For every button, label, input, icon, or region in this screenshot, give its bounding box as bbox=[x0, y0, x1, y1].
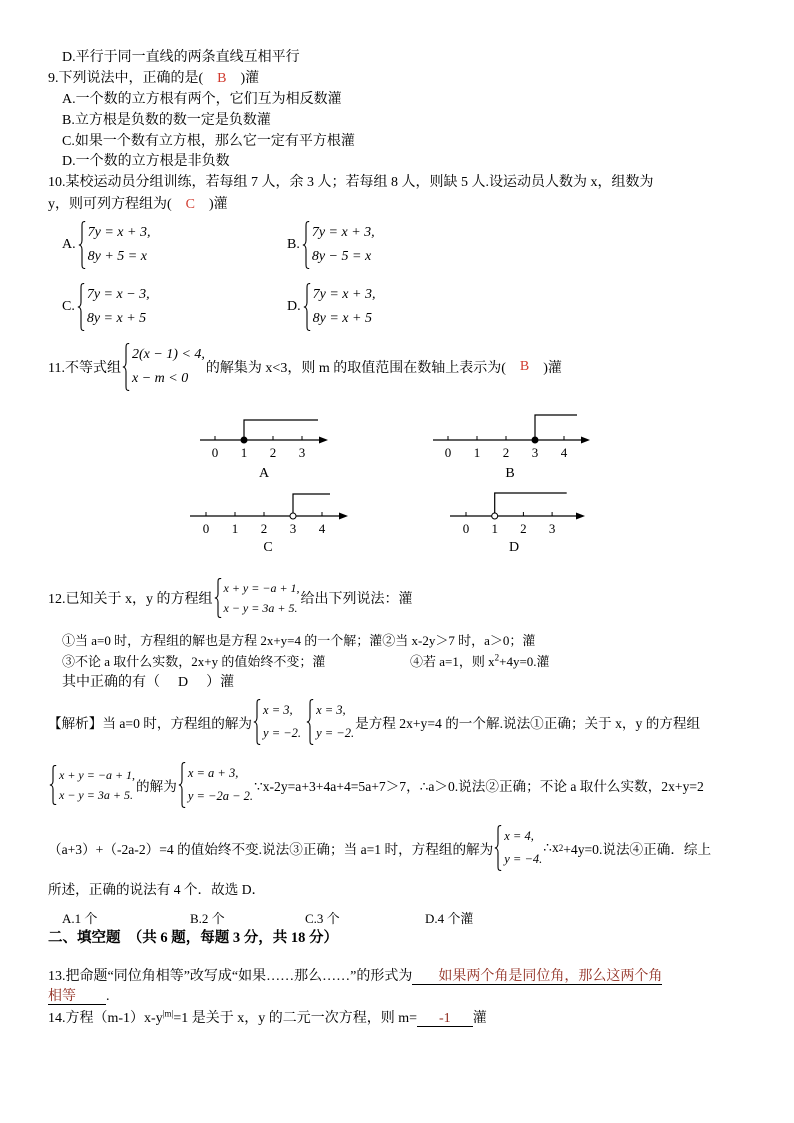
equation: 8y = x + 5 bbox=[86, 311, 147, 326]
brace-icon bbox=[49, 765, 57, 805]
endpoint-dot-open bbox=[290, 513, 296, 519]
q12-option-b: B.2 个 bbox=[190, 911, 225, 926]
q14-stem: 14.方程（m-1）x-y bbox=[48, 1011, 163, 1026]
brace-icon bbox=[77, 283, 85, 331]
endpoint-dot-open bbox=[492, 513, 498, 519]
equation: x = 4, bbox=[504, 829, 534, 843]
q14-line bbox=[48, 1009, 487, 1029]
q11-stem-suffix: 的解集为 x<3，则 m 的取值范围在数轴上表示为( bbox=[205, 361, 506, 376]
tick-label: 2 bbox=[520, 521, 527, 536]
tick-label: 0 bbox=[211, 445, 219, 460]
solution-ray bbox=[495, 493, 567, 516]
equation: 8y + 5 = x bbox=[87, 249, 147, 264]
axis-arrow bbox=[576, 513, 585, 520]
number-line-c bbox=[185, 481, 355, 536]
q11-stem-line bbox=[48, 343, 562, 391]
equation-system bbox=[303, 283, 376, 331]
axis-arrow bbox=[319, 437, 328, 444]
statement-1: ①当 a=0 时，方程组的解也是方程 2x+y=4 的一个解；灌 bbox=[62, 633, 383, 648]
solution-ray bbox=[293, 494, 330, 516]
equation: y = −2a − 2. bbox=[187, 789, 254, 803]
tick-label: 2 bbox=[269, 445, 277, 460]
brace-icon bbox=[214, 578, 222, 618]
option-label: A. bbox=[62, 237, 76, 252]
equation-system bbox=[49, 765, 135, 805]
q12-statements-1-2 bbox=[62, 631, 535, 651]
number-line-label: A bbox=[258, 466, 270, 481]
equation: x − y = 3a + 5. bbox=[59, 788, 133, 802]
axis-arrow bbox=[339, 513, 348, 520]
brace-icon bbox=[78, 221, 86, 269]
equation: y = −2. bbox=[263, 726, 302, 740]
statement-4 bbox=[410, 652, 550, 672]
q11-stem-prefix: 11.不等式组 bbox=[48, 361, 121, 376]
brace-icon bbox=[178, 762, 186, 808]
q13-answer: 如果两个角是同位角，那么这两个角 bbox=[412, 969, 662, 985]
statement-4-text: ④若 a=1，则 x bbox=[410, 654, 495, 669]
equation: 8y = x + 5 bbox=[312, 311, 372, 326]
q10-answer: C bbox=[185, 197, 196, 212]
option-label: D. bbox=[287, 299, 301, 314]
q9-answer: B bbox=[217, 71, 227, 86]
analysis-text: 是方程 2x+y=4 的一个解.说法①正确；关于 x，y 的方程组 bbox=[355, 716, 701, 731]
q9-option-c: C.如果一个数有立方根，那么它一定有平方根灌 bbox=[62, 134, 355, 149]
q12-stem-suffix: 给出下列说法：灌 bbox=[300, 592, 413, 607]
tick-label: 3 bbox=[531, 445, 539, 460]
q10-option-c bbox=[62, 283, 151, 331]
analysis-line-2 bbox=[48, 760, 704, 810]
q10-option-d bbox=[287, 283, 376, 331]
statement-4-text: +4y=0.灌 bbox=[499, 654, 550, 669]
tick-label: 1 bbox=[231, 521, 239, 536]
brace-icon bbox=[494, 825, 502, 871]
analysis-text: ∴x bbox=[543, 840, 559, 855]
q9-option-a: A.一个数的立方根有两个，它们互为相反数灌 bbox=[62, 92, 342, 107]
statement-2: ②当 x-2y＞7 时，a＞0；灌 bbox=[382, 633, 536, 648]
option-label: B. bbox=[287, 237, 300, 252]
tick-label: 3 bbox=[548, 521, 556, 536]
q14-end: 灌 bbox=[472, 1011, 487, 1026]
q10-stem-end: )灌 bbox=[209, 197, 228, 212]
solution-ray bbox=[244, 420, 318, 440]
brace-icon bbox=[306, 699, 314, 745]
axis-arrow bbox=[581, 437, 590, 444]
analysis-line-4: 所述，正确的说法有 4 个．故选 D． bbox=[48, 882, 266, 897]
tick-label: 2 bbox=[260, 521, 268, 536]
equation: 7y = x + 3, bbox=[312, 287, 376, 302]
solution-system bbox=[253, 699, 301, 745]
q12-count-end: ）灌 bbox=[206, 675, 235, 690]
section-title: 二、填空题 （共 6 题，每题 3 分，共 18 分） bbox=[48, 930, 338, 946]
q10-option-b bbox=[287, 221, 376, 269]
tick-label: 1 bbox=[240, 445, 248, 460]
brace-icon bbox=[122, 343, 130, 391]
analysis-line-1 bbox=[48, 697, 700, 747]
equation-system bbox=[214, 578, 300, 618]
equation: 7y = x − 3, bbox=[86, 287, 150, 302]
q8-option-d: D.平行于同一直线的两条直线互相平行 bbox=[62, 50, 300, 65]
brace-icon bbox=[303, 283, 311, 331]
number-line-b bbox=[428, 405, 598, 460]
q12-count-answer: D bbox=[178, 675, 189, 690]
equation: x = 3, bbox=[263, 703, 293, 717]
q13-line-2 bbox=[48, 987, 110, 1007]
q10-stem-line1: 10.某校运动员分组训练，若每组 7 人，余 3 人；若每组 8 人，则缺 5 人.设运动员人数为 x，组数为 bbox=[48, 175, 654, 190]
q13-end: . bbox=[106, 989, 110, 1004]
analysis-text: （a+3）+（-2a-2）=4 的值始终不变.说法③正确；当 a=1 时，方程组的解为 bbox=[48, 842, 494, 857]
equation: x − y = 3a + 5. bbox=[223, 601, 298, 615]
solution-ray bbox=[535, 415, 577, 440]
q13-stem: 13.把命题“同位角相等”改写成“如果……那么……”的形式为 bbox=[48, 969, 413, 984]
q11-stem-end: )灌 bbox=[543, 361, 562, 376]
number-line-d bbox=[445, 481, 595, 536]
tick-label: 0 bbox=[444, 445, 452, 460]
q12-stem-line bbox=[48, 578, 413, 618]
q9-option-b: B.立方根是负数的数一定是负数灌 bbox=[62, 113, 271, 128]
q10-option-a bbox=[62, 221, 151, 269]
q12-count-prompt: 其中正确的有（ bbox=[62, 675, 160, 690]
equation: x + y = −a + 1, bbox=[223, 581, 300, 595]
solution-system bbox=[306, 699, 354, 745]
equation-system bbox=[77, 283, 150, 331]
q11-answer: B bbox=[519, 359, 530, 374]
equation: 7y = x + 3, bbox=[87, 225, 151, 240]
solution-system bbox=[494, 825, 542, 871]
tick-label: 0 bbox=[202, 521, 210, 536]
exponent: 2 bbox=[494, 652, 500, 663]
q9-stem: 9.下列说法中，正确的是( bbox=[48, 71, 204, 86]
tick-label: 1 bbox=[491, 521, 498, 536]
tick-label: 3 bbox=[289, 521, 297, 536]
number-line-label: B bbox=[505, 466, 515, 481]
brace-icon bbox=[253, 699, 261, 745]
equation: x = a + 3, bbox=[187, 766, 239, 780]
inequality: x − m < 0 bbox=[131, 371, 189, 386]
number-line-label: D bbox=[508, 540, 520, 555]
tick-label: 2 bbox=[502, 445, 510, 460]
equation-system bbox=[78, 221, 151, 269]
inequality: 2(x − 1) < 4, bbox=[131, 347, 205, 362]
q12-count-line bbox=[62, 673, 234, 693]
q10-stem: y，则可列方程组为( bbox=[48, 197, 172, 212]
endpoint-dot-closed bbox=[241, 437, 247, 443]
equation: x = 3, bbox=[316, 703, 346, 717]
tick-label: 4 bbox=[318, 521, 326, 536]
tick-label: 4 bbox=[560, 445, 568, 460]
q9-stem-end: )灌 bbox=[240, 71, 260, 86]
analysis-text: +4y=0.说法④正确．综上 bbox=[563, 842, 712, 857]
q12-option-d: D.4 个灌 bbox=[425, 911, 474, 926]
exponent: |m| bbox=[162, 1008, 174, 1019]
brace-icon bbox=[302, 221, 310, 269]
tick-label: 3 bbox=[298, 445, 306, 460]
q12-option-a: A.1 个 bbox=[62, 911, 98, 926]
q13-answer: 相等 bbox=[48, 989, 106, 1005]
q9-option-d: D.一个数的立方根是非负数 bbox=[62, 154, 230, 169]
q14-stem: =1 是关于 x，y 的二元一次方程，则 m= bbox=[173, 1011, 418, 1026]
inequality-system bbox=[122, 343, 205, 391]
q10-stem-line2 bbox=[48, 195, 228, 215]
equation: y = −4. bbox=[504, 852, 543, 866]
analysis-text: ∵x-2y=a+3+4a+4=5a+7＞7，∴a＞0.说法②正确；不论 a 取什么实数，2x+y=2 bbox=[254, 779, 704, 794]
equation-system bbox=[302, 221, 375, 269]
equation: 8y − 5 = x bbox=[311, 249, 372, 264]
q14-answer: -1 bbox=[417, 1011, 473, 1027]
q12-option-c: C.3 个 bbox=[305, 911, 340, 926]
q13-line-1 bbox=[48, 967, 662, 987]
analysis-text: 【解析】当 a=0 时，方程组的解为 bbox=[48, 716, 253, 731]
equation: y = −2. bbox=[316, 726, 355, 740]
tick-label: 0 bbox=[462, 521, 470, 536]
analysis-text: 的解为 bbox=[136, 779, 177, 794]
equation: x + y = −a + 1, bbox=[59, 768, 136, 782]
analysis-line-3: （a+3）+（-2a-2）=4 的值始终不变.说法③正确；当 a=1 时，方程组的解为 x = 4, y = −4. ∴x 2 +4y=0.说法④正确．综上 bbox=[48, 823, 711, 873]
endpoint-dot-closed bbox=[532, 437, 538, 443]
equation: 7y = x + 3, bbox=[311, 225, 375, 240]
option-label: C. bbox=[62, 299, 75, 314]
statement-3: ③不论 a 取什么实数，2x+y 的值始终不变；灌 bbox=[62, 654, 326, 669]
number-line-label: C bbox=[263, 540, 273, 555]
tick-label: 1 bbox=[473, 445, 481, 460]
number-line-a bbox=[195, 405, 335, 460]
solution-system bbox=[178, 762, 253, 808]
q9-stem-line bbox=[48, 69, 259, 89]
q12-stem-prefix: 12.已知关于 x，y 的方程组 bbox=[48, 592, 213, 607]
